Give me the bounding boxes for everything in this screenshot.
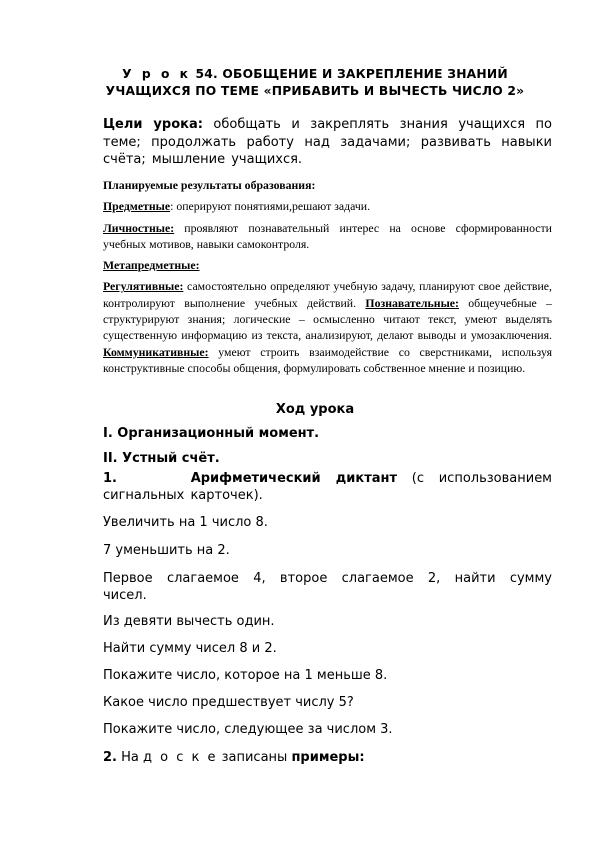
lesson-word: У р о к — [122, 67, 192, 81]
section-1: I. Организационный момент. — [103, 426, 320, 441]
meta-label: Метапредметные: — [103, 258, 200, 273]
item-1 — [103, 470, 552, 504]
task-8: Покажите число, следующее за числом 3. — [103, 722, 393, 737]
regulatory-text: самостоятельно определяют учебную задачу, планируют свое действие, контролируют выполнение учебных действий. — [103, 279, 552, 310]
section-2: II. Устный счёт. — [103, 451, 220, 466]
item-2 — [103, 750, 552, 766]
communicative-text: умеют строить взаимодействие со сверстниками, используя конструктивные способы общения, формулировать собственное мнение и позицию. — [103, 344, 552, 375]
lesson-goals — [103, 116, 552, 169]
cognitive-label: Познавательные: — [365, 295, 459, 310]
item-2-board: д о с к е — [143, 750, 218, 765]
task-7: Какое число предшествует числу 5? — [103, 695, 354, 710]
task-1: Увеличить на 1 число 8. — [103, 515, 268, 530]
lesson-title — [80, 66, 550, 100]
item-1-title: Арифметический диктант — [190, 471, 398, 486]
goals-text: обобщать и закреплять знания учащихся по теме; продолжать работу над задачами; развивать навыки счёта; мышление учащихся. — [103, 117, 552, 167]
item-2-text-b: записаны — [217, 750, 292, 765]
subject-text: : оперируют понятиями,решают задачи. — [170, 199, 371, 214]
item-2-text-a: На — [116, 750, 143, 765]
planned-results — [103, 177, 552, 376]
item-2-number: 2. — [103, 750, 117, 765]
task-5: Найти сумму чисел 8 и 2. — [103, 641, 277, 656]
item-1-number: 1. — [103, 471, 117, 486]
regulatory-label: Регулятивные: — [103, 279, 184, 294]
goals-label: Цели урока: — [103, 117, 203, 132]
subject-results — [103, 198, 552, 214]
course-heading: Ход урока — [275, 402, 355, 417]
meta-results — [103, 278, 552, 376]
cognitive-text: общеучебные – структурируют знания; логические – осмысленно читают текст, умеют выделять существенную информацию из текста, анализируют, делают выводы и умозаключения. — [103, 295, 552, 343]
task-2: 7 уменьшить на 2. — [103, 543, 230, 558]
subject-label: Предметные — [103, 199, 171, 214]
task-3: Первое слагаемое 4, второе слагаемое 2, найти сумму чисел. — [103, 571, 552, 603]
task-6: Покажите число, которое на 1 меньше 8. — [103, 668, 388, 683]
lesson-title-text: 54. ОБОБЩЕНИЕ И ЗАКРЕПЛЕНИЕ ЗНАНИЙ УЧАЩИХСЯ ПО ТЕМЕ «ПРИБАВИТЬ И ВЫЧЕСТЬ ЧИСЛО 2» — [105, 67, 525, 98]
personal-results — [103, 220, 552, 253]
results-heading: Планируемые результаты образования: — [103, 178, 316, 192]
item-2-examples: примеры: — [291, 750, 365, 765]
personal-label: Личностные: — [103, 220, 175, 235]
task-4: Из девяти вычесть один. — [103, 614, 275, 629]
item-1-rest: (с использованием сигнальных карточек). — [103, 471, 552, 503]
communicative-label: Коммуникативные: — [103, 344, 209, 359]
personal-text: проявляют познавательный интерес на основе сформированности учебных мотивов, навыки самоконтроля. — [103, 220, 552, 251]
